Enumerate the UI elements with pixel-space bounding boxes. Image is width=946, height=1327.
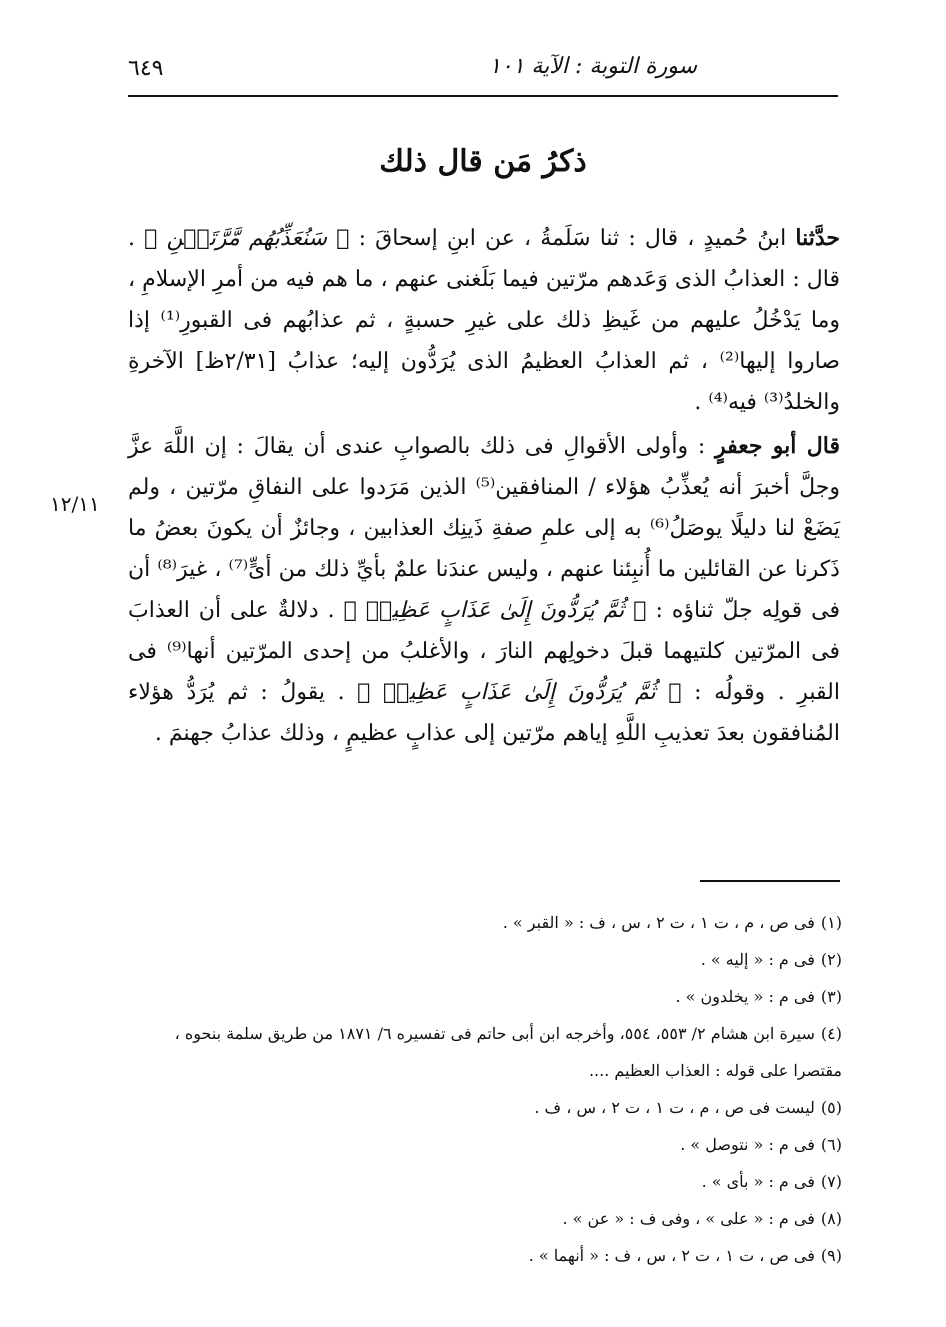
footnote-item — [128, 1163, 842, 1200]
footnote-text: ليست فى ص ، م ، ت ١ ، ت ٢ ، س ، ف . — [534, 1098, 815, 1117]
footnote-number: (٦) — [820, 1135, 842, 1154]
footnote-item — [128, 1200, 842, 1237]
footnote-item — [128, 1126, 842, 1163]
footnote-rule — [700, 880, 840, 882]
running-head: سورة التوبة : الآية ١٠١ — [488, 54, 698, 79]
footnote-text: فى م : « نتوصل » . — [680, 1135, 815, 1154]
footnote-item — [128, 1237, 842, 1274]
section-title: ذكرُ مَن قال ذلك — [379, 144, 587, 179]
footnote-text: فى م : « يخلدون » . — [675, 987, 815, 1006]
footnote-text: فى م : « إليه » . — [700, 950, 815, 969]
paragraph-1-text-b: . قال : العذابُ الذى وَعَدهم مرّتين فيما بَلَغنى عنهم ، ما هم فيه من أمرِ الإسلامِ ، وما يَدْخُلُ عليهم من غَيظِ ذلك على غيرِ حسبةٍ ، ثم عذابُهم فى القبورِ⁽¹⁾ إذا صاروا إليها⁽²⁾ ، ثم العذابُ العظيمُ الذى يُرَدُّون إليه؛ عذابُ [٢/٣١ظ] الآخرةِ والخلدُ⁽³⁾ فيه⁽⁴⁾ . — [128, 226, 841, 415]
footnote-item — [128, 1089, 842, 1126]
footnote-item — [128, 978, 842, 1015]
footnote-number: (٨) — [820, 1209, 842, 1228]
footnote-text: فى م : « بأى » . — [701, 1172, 815, 1191]
margin-page-reference: ١٢/١١ — [50, 492, 100, 516]
footnote-item — [128, 904, 842, 941]
paragraph-1-text-a: ابنُ حُميدٍ ، قال : ثنا سَلَمةُ ، عن ابنِ إسحاقَ : — [349, 226, 796, 251]
footnote-number: (٩) — [820, 1246, 842, 1265]
quran-verse-2: ﴿ ثُمَّ يُرَدُّونَ إِلَىٰ عَذَابٍ عَظِيمٖ ﴾ — [343, 598, 647, 623]
paragraph-2-text-c: . يقولُ : ثم يُرَدُّ هؤلاء المُنافقون بعدَ تعذيبِ اللَّهِ إياهم مرّتين إلى عذابٍ عظيمٍ ، وذلك عذابُ جهنمَ . — [128, 680, 840, 746]
footnotes-list — [128, 904, 842, 1274]
quran-verse-3: ﴿ ثُمَّ يُرَدُّونَ إِلَىٰ عَذَابٍ عَظِيمٖ ﴾ — [357, 680, 682, 705]
footnote-number: (٥) — [820, 1098, 842, 1117]
paragraph-2 — [128, 426, 840, 754]
header-rule — [128, 95, 838, 97]
footnote-text: سيرة ابن هشام ٢/ ٥٥٣، ٥٥٤، وأخرجه ابن أبى حاتم فى تفسيره ٦/ ١٨٧١ من طريق سلمة بنحوه ، مقتصرا على قوله : العذاب العظيم .... — [174, 1024, 842, 1080]
footnote-text: فى م : « على » ، وفى ف : « عن » . — [562, 1209, 815, 1228]
paragraph-1 — [128, 218, 840, 423]
paragraph-2-text-a: : وأولى الأقوالِ فى ذلك بالصوابِ عندى أن يقالَ : إن اللَّهَ عزَّ وجلَّ أخبرَ أنه يُعذِّبُ هؤلاء / المنافقين⁽⁵⁾ الذين مَرَدوا على النفاقِ مرّتين ، ولم يَضَعْ لنا دليلًا يوصَلُ⁽⁶⁾ به إلى علمِ صفةِ ذَينِك العذابين ، وجائزٌ أن يكونَ بعضُ ما ذَكرنا عن القائلين ما أُنبِئنا عنهم ، وليس عندَنا علمٌ بأيِّ ذلك من أىٍّ⁽⁷⁾ ، غيرَ⁽⁸⁾ أن فى قولِه جلّ ثناؤه : — [128, 434, 841, 623]
page-number: ٦٤٩ — [128, 56, 164, 81]
page-header — [128, 52, 838, 88]
footnote-number: (١) — [820, 913, 842, 932]
paragraph-2-text-b: . دلالةٌ على أن العذابَ فى المرّتين كلتيهما قبلَ دخولِهم النارَ ، والأغلبُ من إحدى المرّتين أنها⁽⁹⁾ فى القبرِ . وقولُه : — [128, 598, 841, 705]
footnote-number: (٧) — [820, 1172, 842, 1191]
footnote-text: فى ص ، ت ١ ، ت ٢ ، س ، ف : « أنهما » . — [528, 1246, 815, 1265]
footnote-item — [128, 941, 842, 978]
paragraph-2-lead: قال أبو جعفرٍ — [714, 433, 840, 459]
quran-verse-1: ﴿ سَنُعَذِّبُهُم مَّرَّتَيۡنِ ﴾ — [144, 226, 350, 251]
footnote-text: فى ص ، م ، ت ١ ، ت ٢ ، س ، ف : « القبر » . — [502, 913, 815, 932]
footnote-number: (٤) — [820, 1024, 842, 1043]
footnote-number: (٣) — [820, 987, 842, 1006]
footnote-number: (٢) — [820, 950, 842, 969]
paragraph-1-lead: حدَّثنا — [795, 225, 840, 251]
footnote-item — [128, 1015, 842, 1089]
